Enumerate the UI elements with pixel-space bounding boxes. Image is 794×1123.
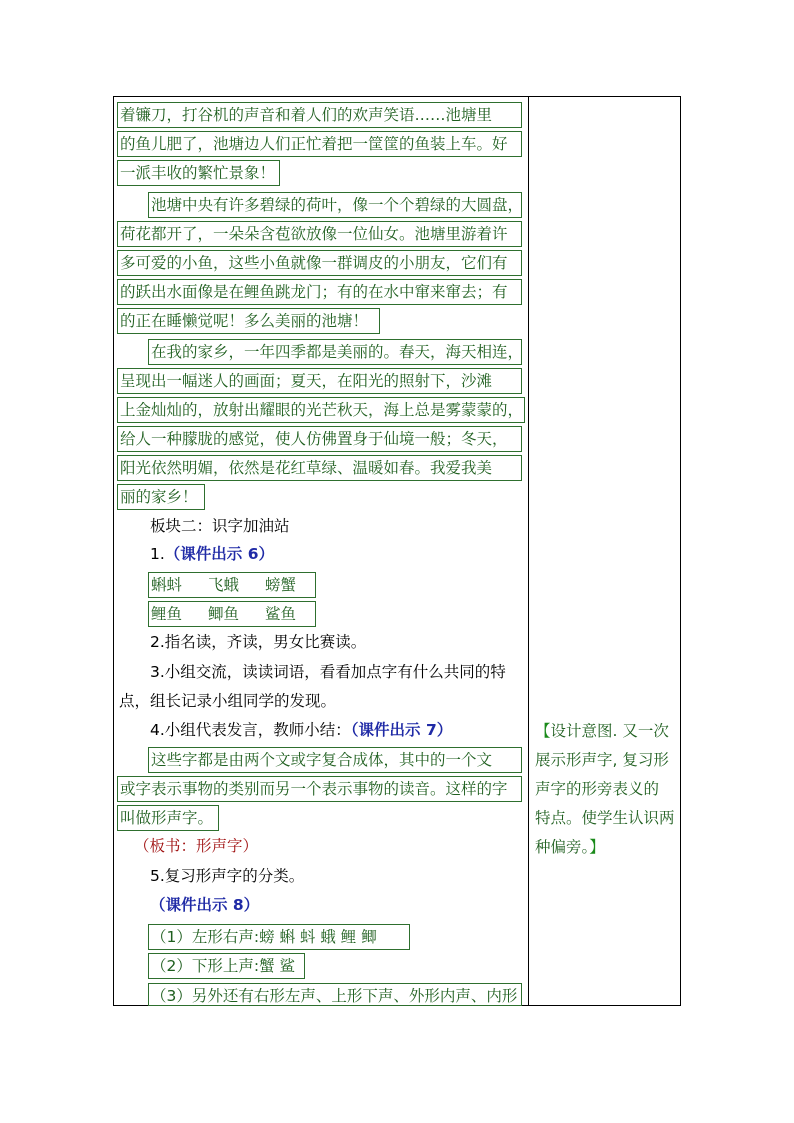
paragraph2-line-5: 的正在睡懒觉呢！多么美丽的池塘！ xyxy=(117,308,380,334)
step4 xyxy=(150,720,452,740)
design-note-line-5: 种偏旁。】 xyxy=(535,838,605,856)
class-2: （2）下形上声:蟹 鲨 xyxy=(148,953,305,979)
word-4: 鲤鱼 xyxy=(151,605,183,623)
step3-line-2: 点，组长记录小组同学的发现。 xyxy=(119,692,337,710)
word-2: 飞蛾 xyxy=(208,576,240,594)
paragraph3-line-2: 呈现出一幅迷人的画面；夏天，在阳光的照射下，沙滩 xyxy=(117,368,522,394)
step4-text: 4.小组代表发言，教师小结： xyxy=(150,721,351,739)
courseware-6: （课件出示 6） xyxy=(164,545,274,563)
word-1: 蝌蚪 xyxy=(151,576,183,594)
paragraph1-line-3: 一派丰收的繁忙景象！ xyxy=(117,160,280,186)
paragraph1-line-1: 着镰刀，打谷机的声音和着人们的欢声笑语……池塘里 xyxy=(117,102,522,128)
paragraph2-line-1: 池塘中央有许多碧绿的荷叶，像一个个碧绿的大圆盘， xyxy=(148,192,522,218)
summary-line-3: 叫做形声字。 xyxy=(117,805,219,831)
words-row-1 xyxy=(148,572,316,598)
bracket-close: 】 xyxy=(589,838,605,856)
design-note-line-4: 特点。使学生认识两 xyxy=(535,809,675,827)
class-3: （3）另外还有右形左声、上形下声、外形内声、内形 xyxy=(148,983,522,1006)
paragraph3-line-6: 丽的家乡！ xyxy=(117,484,205,510)
paragraph2-line-4: 的跃出水面像是在鲤鱼跳龙门；有的在水中窜来窜去；有 xyxy=(117,279,522,305)
design-note-line-3: 声字的形旁表义的 xyxy=(535,780,660,798)
class-1: （1）左形右声:螃 蝌 蚪 蛾 鲤 鲫 xyxy=(148,924,410,950)
paragraph3-line-1: 在我的家乡，一年四季都是美丽的。春天，海天相连， xyxy=(148,339,522,365)
bracket-open: 【 xyxy=(535,722,551,740)
summary-line-1: 这些字都是由两个文或字复合成体，其中的一个文 xyxy=(148,747,522,773)
blackboard-note: （板书：形声字） xyxy=(134,837,259,855)
paragraph3-line-4: 给人一种朦胧的感觉，使人仿佛置身于仙境一般；冬天， xyxy=(117,426,522,452)
courseware-8: （课件出示 8） xyxy=(150,896,260,914)
step5: 5.复习形声字的分类。 xyxy=(150,867,305,885)
column-divider xyxy=(528,96,529,1006)
step1 xyxy=(150,544,274,564)
paragraph3-line-5: 阳光依然明媚，依然是花红草绿、温暖如春。我爱我美 xyxy=(117,455,522,481)
design-note-line-1: 【设计意图. 又一次 xyxy=(535,722,669,740)
step2: 2.指名读，齐读，男女比赛读。 xyxy=(150,633,367,651)
words-row-2 xyxy=(148,601,316,627)
word-5: 鲫鱼 xyxy=(208,605,240,623)
design-note-line-2: 展示形声字, 复习形 xyxy=(535,751,669,769)
paragraph3-line-3: 上金灿灿的，放射出耀眼的光芒秋天，海上总是雾蒙蒙的， xyxy=(117,397,525,423)
paragraph2-line-2: 荷花都开了，一朵朵含苞欲放像一位仙女。池塘里游着许 xyxy=(117,221,522,247)
paragraph2-line-3: 多可爱的小鱼，这些小鱼就像一群调皮的小朋友，它们有 xyxy=(117,250,522,276)
section2-title: 板块二：识字加油站 xyxy=(150,517,290,535)
paragraph1-line-2: 的鱼儿肥了，池塘边人们正忙着把一筐筐的鱼装上车。好 xyxy=(117,131,522,157)
word-3: 螃蟹 xyxy=(265,576,297,594)
word-6: 鲨鱼 xyxy=(265,605,297,623)
summary-line-2: 或字表示事物的类别而另一个表示事物的读音。这样的字 xyxy=(117,776,522,802)
step1-number: 1. xyxy=(150,545,165,563)
courseware-7: （课件出示 7） xyxy=(350,721,453,739)
step3-line-1: 3.小组交流，读读词语，看看加点字有什么共同的特 xyxy=(150,663,506,681)
